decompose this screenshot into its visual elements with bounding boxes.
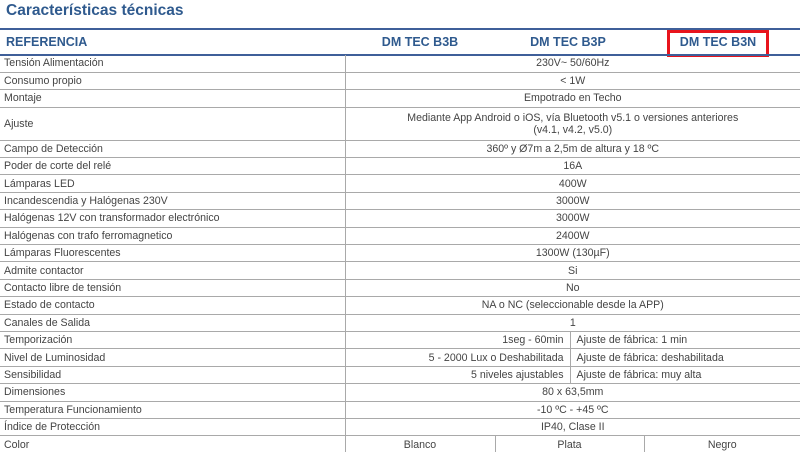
spec-value: NA o NC (seleccionable desde la APP) bbox=[345, 297, 800, 314]
spec-value: IP40, Clase II bbox=[345, 418, 800, 435]
spec-label: Dimensiones bbox=[0, 384, 345, 401]
table-row bbox=[0, 436, 800, 452]
spec-label: Temporización bbox=[0, 331, 345, 348]
table-row bbox=[0, 297, 800, 314]
spec-value: 400W bbox=[345, 175, 800, 192]
spec-value-line: Mediante App Android o iOS, vía Bluetooth v5.1 o versiones anteriores bbox=[407, 111, 739, 124]
table-row bbox=[0, 210, 800, 227]
model-header-b3n: DM TEC B3N bbox=[679, 35, 757, 49]
spec-value: Empotrado en Techo bbox=[345, 90, 800, 107]
spec-value: No bbox=[345, 279, 800, 296]
spec-value: Si bbox=[345, 262, 800, 279]
table-row bbox=[0, 90, 800, 107]
factory-setting: Ajuste de fábrica: deshabilitada bbox=[570, 349, 800, 366]
table-row bbox=[0, 245, 800, 262]
spec-value bbox=[345, 107, 800, 140]
spec-label: Contacto libre de tensión bbox=[0, 279, 345, 296]
table-row bbox=[0, 262, 800, 279]
table-row bbox=[0, 55, 800, 72]
spec-value: < 1W bbox=[345, 72, 800, 89]
model-header-b3p: DM TEC B3P bbox=[530, 35, 606, 49]
table-row bbox=[0, 314, 800, 331]
table-row bbox=[0, 158, 800, 175]
table-row bbox=[0, 349, 800, 366]
spec-label: Halógenas 12V con transformador electrónico bbox=[0, 210, 345, 227]
spec-label: Ajuste bbox=[0, 107, 345, 140]
spec-value-line: (v4.1, v4.2, v5.0) bbox=[533, 123, 613, 136]
spec-label: Incandescendia y Halógenas 230V bbox=[0, 192, 345, 209]
spec-value: 80 x 63,5mm bbox=[345, 384, 800, 401]
table-row bbox=[0, 175, 800, 192]
spec-label: Admite contactor bbox=[0, 262, 345, 279]
factory-setting: Ajuste de fábrica: muy alta bbox=[570, 366, 800, 383]
spec-label: Halógenas con trafo ferromagnetico bbox=[0, 227, 345, 244]
spec-value: 3000W bbox=[345, 192, 800, 209]
spec-label: Temperatura Funcionamiento bbox=[0, 401, 345, 418]
spec-label: Consumo propio bbox=[0, 72, 345, 89]
spec-value: 230V~ 50/60Hz bbox=[345, 55, 800, 72]
spec-label: Campo de Detección bbox=[0, 140, 345, 157]
spec-label: Montaje bbox=[0, 90, 345, 107]
table-row bbox=[0, 331, 800, 348]
spec-label: Tensión Alimentación bbox=[0, 55, 345, 72]
page-title: Características técnicas bbox=[6, 2, 184, 19]
spec-label: Poder de corte del relé bbox=[0, 158, 345, 175]
spec-value: 16A bbox=[345, 158, 800, 175]
spec-value: 1300W (130µF) bbox=[345, 245, 800, 262]
table-row bbox=[0, 279, 800, 296]
color-value-b3n: Negro bbox=[644, 436, 800, 452]
spec-value: 360º y Ø7m a 2,5m de altura y 18 ºC bbox=[345, 140, 800, 157]
spec-label: Sensibilidad bbox=[0, 366, 345, 383]
table-row bbox=[0, 72, 800, 89]
color-value-b3p: Plata bbox=[495, 436, 644, 452]
specifications-table bbox=[0, 55, 800, 452]
spec-value: 1 bbox=[345, 314, 800, 331]
spec-value: 5 niveles ajustables bbox=[345, 366, 570, 383]
spec-value: -10 ºC - +45 ºC bbox=[345, 401, 800, 418]
spec-value: 5 - 2000 Lux o Deshabilitada bbox=[345, 349, 570, 366]
factory-setting: Ajuste de fábrica: 1 min bbox=[570, 331, 800, 348]
spec-label: Lámparas LED bbox=[0, 175, 345, 192]
spec-label: Estado de contacto bbox=[0, 297, 345, 314]
reference-header: REFERENCIA bbox=[6, 35, 88, 49]
spec-label: Lámparas Fluorescentes bbox=[0, 245, 345, 262]
table-row bbox=[0, 418, 800, 435]
spec-label: Nivel de Luminosidad bbox=[0, 349, 345, 366]
spec-value: 3000W bbox=[345, 210, 800, 227]
table-row bbox=[0, 192, 800, 209]
table-row bbox=[0, 366, 800, 383]
color-value-b3b: Blanco bbox=[345, 436, 495, 452]
table-row bbox=[0, 107, 800, 140]
table-row bbox=[0, 227, 800, 244]
spec-value: 1seg - 60min bbox=[345, 331, 570, 348]
table-row bbox=[0, 384, 800, 401]
spec-label: Índice de Protección bbox=[0, 418, 345, 435]
model-header-b3b: DM TEC B3B bbox=[381, 35, 459, 49]
table-row bbox=[0, 140, 800, 157]
spec-value: 2400W bbox=[345, 227, 800, 244]
table-row bbox=[0, 401, 800, 418]
spec-label: Canales de Salida bbox=[0, 314, 345, 331]
spec-label: Color bbox=[0, 436, 345, 452]
model-highlight-box bbox=[667, 30, 769, 57]
